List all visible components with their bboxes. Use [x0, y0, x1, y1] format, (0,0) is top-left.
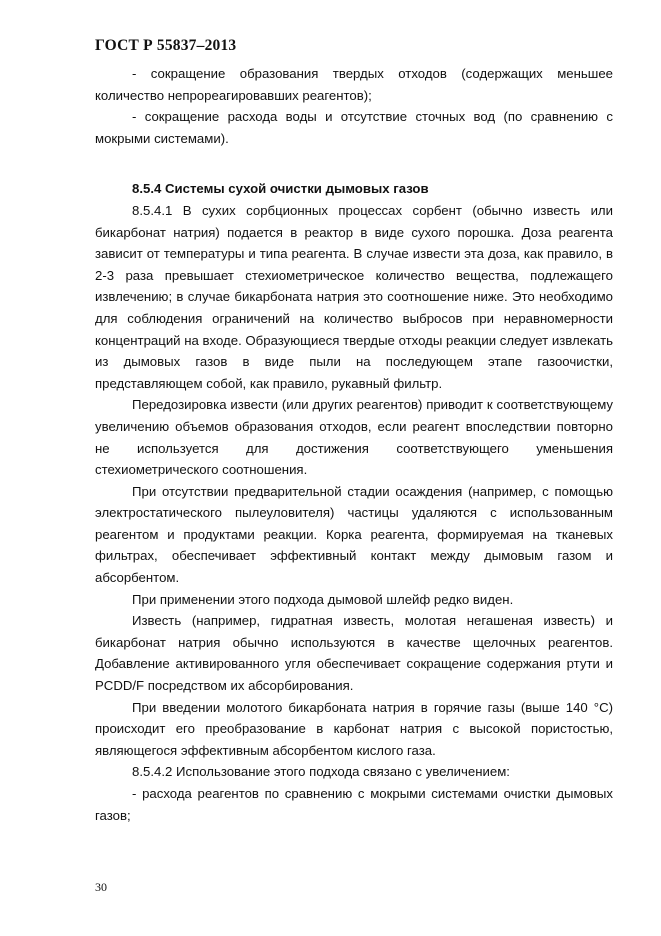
paragraph-section-8542: 8.5.4.2 Использование этого подхода связано с увеличением:	[132, 764, 510, 780]
paragraph-lime-bicarbonate: Известь (например, гидратная известь, молотая негашеная известь) и бикарбонат натрия обычно используются в качестве щелочных реагентов. Добавление активированного угля обеспечивает сокращение содержания ртути и PCDD/F посредством их абсорбирования.	[95, 613, 613, 694]
paragraph-overdosing: Передозировка извести (или других реагентов) приводит к соответствующему увеличению объемов образования отходов, если реагент впоследствии повторно не используется для достижения соответствующего уменьшения стехиометрического соотношения.	[95, 397, 613, 478]
paragraph-solid-waste-reduction: - сокращение образования твердых отходов (содержащих меньшее количество непрореагировавших реагентов);	[95, 66, 613, 103]
document-body	[95, 63, 613, 826]
paragraph-water-reduction: - сокращение расхода воды и отсутствие сточных вод (по сравнению с мокрыми системами).	[95, 109, 613, 146]
paragraph-plume: При применении этого подхода дымовой шлейф редко виден.	[132, 591, 514, 607]
page-number: 30	[95, 880, 107, 894]
paragraph-hot-gases: При введении молотого бикарбоната натрия в горячие газы (выше 140 °C) происходит его преобразование в карбонат натрия с высокой пористостью, являющегося эффективным абсорбентом кислого газа.	[95, 699, 613, 758]
section-heading: 8.5.4 Системы сухой очистки дымовых газов	[132, 181, 429, 197]
paragraph-no-precipitation: При отсутствии предварительной стадии осаждения (например, с помощью электростатического пылеуловителя) частицы удаляются с использованным реагентом и продуктами реакции. Корка реагента, формируемая на тканевых фильтрах, обеспечивает эффективный контакт между дымовым газом и абсорбентом.	[95, 483, 613, 586]
paragraph-dry-sorption: 8.5.4.1 В сухих сорбционных процессах сорбент (обычно известь или бикарбонат натрия) подается в реактор в виде сухого порошка. Доза реагента зависит от температуры и типа реагента. В случае извести эта доза, как правило, в 2-3 раза превышает стехиометрическое количество вещества, подлежащего извлечению; в случае бикарбоната натрия это соотношение ниже. Это необходимо для соблюдения ограничений на количество выбросов при неравномерности концентраций на входе. Образующиеся твердые отходы реакции следует извлекать из дымовых газов в виде пыли на последующем этапе газоочистки, представляющем собой, как правило, рукавный фильтр.	[95, 202, 613, 391]
document-header: ГОСТ Р 55837–2013	[95, 37, 237, 54]
paragraph-reagent-consumption: - расхода реагентов по сравнению с мокрыми системами очистки дымовых газов;	[95, 786, 613, 823]
